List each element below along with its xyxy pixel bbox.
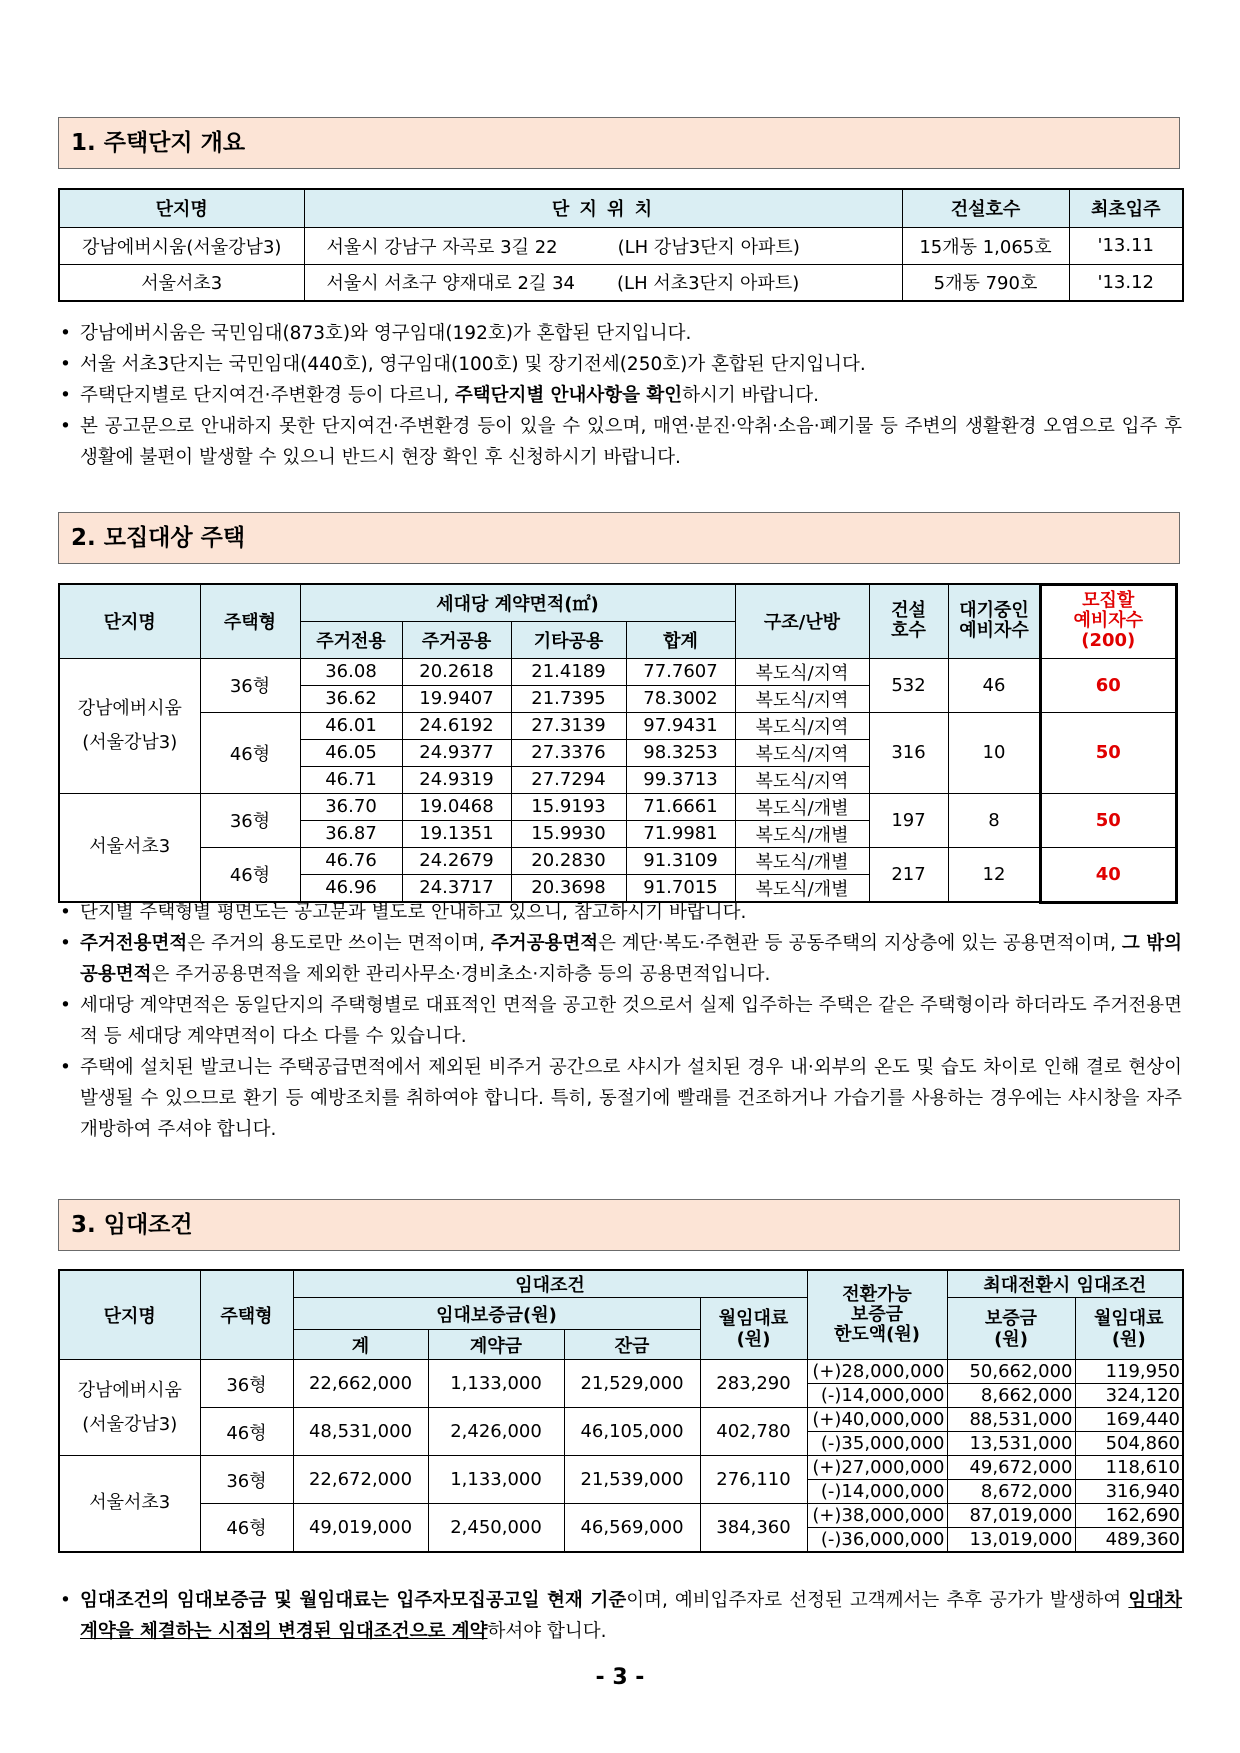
recruit-count: 40 — [1040, 847, 1177, 902]
area-value: 46.76 — [300, 847, 402, 874]
th-max-conversion: 최대전환시 임대조건 — [947, 1270, 1183, 1298]
waiting-count: 12 — [948, 847, 1040, 902]
max-monthly-rent: 118,610 — [1075, 1456, 1183, 1480]
th-area-total: 합계 — [626, 621, 735, 658]
max-monthly-rent: 162,690 — [1075, 1504, 1183, 1528]
th-area-exclusive: 주거전용 — [300, 621, 402, 658]
convertible-amount: (+)28,000,000 — [807, 1360, 947, 1384]
table-row — [59, 793, 1177, 820]
complex-name — [59, 1456, 200, 1552]
deposit-contract: 1,133,000 — [428, 1456, 564, 1504]
th-area-common: 주거공용 — [402, 621, 511, 658]
complex-name-line: 서울서초3 — [89, 836, 171, 857]
area-value: 46.01 — [300, 712, 402, 739]
monthly-rent: 283,290 — [700, 1360, 807, 1408]
structure-value: 복도식/지역 — [735, 739, 869, 766]
max-deposit: 13,019,000 — [947, 1528, 1075, 1552]
complex-name — [59, 658, 200, 793]
note-item: • 주택에 설치된 발코니는 주택공급면적에서 제외된 비주거 공간으로 샤시가 설치된 경우 내·외부의 온도 및 습도 차이로 인해 결로 현상이 발생될 수 있으므로 환기 등 예방조치를 취하여야 합니다. 특히, 동절기에 빨래를 건조하거나 가습기를 사용하는 경우에는 샤시창을 자주 개방하여 주셔야 합니다. — [58, 1052, 1182, 1145]
structure-value: 복도식/개별 — [735, 793, 869, 820]
complex-name-line: 서울서초3 — [89, 1492, 171, 1514]
complex-overview-table — [58, 188, 1184, 302]
housing-type: 46형 — [200, 1504, 293, 1552]
convertible-amount: (+)38,000,000 — [807, 1504, 947, 1528]
complex-name: 강남에버시움(서울강남3) — [59, 227, 304, 264]
recruit-column-highlight — [1039, 583, 1178, 904]
area-value: 91.3109 — [626, 847, 735, 874]
table-row — [59, 227, 1183, 264]
built-units: 217 — [869, 847, 948, 902]
built-units: 316 — [869, 712, 948, 793]
th-max-deposit: 보증금 (원) — [947, 1298, 1075, 1360]
complex-first-move: '13.12 — [1069, 264, 1183, 301]
convertible-amount: (+)27,000,000 — [807, 1456, 947, 1480]
convertible-amount: (-)14,000,000 — [807, 1384, 947, 1408]
deposit-balance: 46,569,000 — [564, 1504, 700, 1552]
area-value: 20.3698 — [511, 874, 626, 902]
deposit-total: 49,019,000 — [293, 1504, 428, 1552]
section-1-heading: 1. 주택단지 개요 — [58, 117, 1180, 169]
housing-type: 36형 — [200, 658, 300, 712]
th-waiting: 대기중인 예비자수 — [948, 584, 1040, 658]
max-monthly-rent: 324,120 — [1075, 1384, 1183, 1408]
area-value: 98.3253 — [626, 739, 735, 766]
area-value: 46.96 — [300, 874, 402, 902]
area-value: 71.6661 — [626, 793, 735, 820]
max-monthly-rent: 504,860 — [1075, 1432, 1183, 1456]
table-row — [59, 658, 1177, 685]
note-item: • 주택단지별로 단지여건·주변환경 등이 다르니, 주택단지별 안내사항을 확인하시기 바랍니다. — [58, 380, 1182, 411]
complex-units: 15개동 1,065호 — [902, 227, 1069, 264]
complex-location: 서울시 서초구 양재대로 2길 34 (LH 서초3단지 아파트) — [304, 264, 902, 301]
convertible-amount: (-)14,000,000 — [807, 1480, 947, 1504]
max-deposit: 8,662,000 — [947, 1384, 1075, 1408]
note-item: • 단지별 주택형별 평면도는 공고문과 별도로 안내하고 있으니, 참고하시기 바랍니다. — [58, 897, 1182, 928]
complex-location: 서울시 강남구 자곡로 3길 22 (LH 강남3단지 아파트) — [304, 227, 902, 264]
th-convertible: 전환가능 보증금 한도액(원) — [807, 1270, 947, 1360]
th-complex: 단지명 — [59, 189, 304, 227]
area-value: 27.3139 — [511, 712, 626, 739]
max-deposit: 13,531,000 — [947, 1432, 1075, 1456]
area-value: 24.2679 — [402, 847, 511, 874]
area-value: 99.3713 — [626, 766, 735, 793]
structure-value: 복도식/지역 — [735, 685, 869, 712]
deposit-total: 22,672,000 — [293, 1456, 428, 1504]
housing-type: 36형 — [200, 1360, 293, 1408]
th-built: 건설 호수 — [869, 584, 948, 658]
deposit-contract: 2,450,000 — [428, 1504, 564, 1552]
max-deposit: 8,672,000 — [947, 1480, 1075, 1504]
table-row — [59, 1456, 1183, 1480]
max-deposit: 88,531,000 — [947, 1408, 1075, 1432]
area-value: 20.2618 — [402, 658, 511, 685]
area-value: 19.0468 — [402, 793, 511, 820]
table-row — [59, 1360, 1183, 1384]
waiting-count: 8 — [948, 793, 1040, 847]
th-first-move: 최초입주 — [1069, 189, 1183, 227]
table-row — [59, 264, 1183, 301]
area-value: 36.87 — [300, 820, 402, 847]
structure-value: 복도식/개별 — [735, 874, 869, 902]
th-location: 단 지 위 치 — [304, 189, 902, 227]
recruit-count: 50 — [1040, 793, 1177, 847]
monthly-rent: 276,110 — [700, 1456, 807, 1504]
table-row — [59, 1408, 1183, 1432]
waiting-count: 46 — [948, 658, 1040, 712]
section-3-heading: 3. 임대조건 — [58, 1199, 1180, 1251]
deposit-total: 22,662,000 — [293, 1360, 428, 1408]
waiting-count: 10 — [948, 712, 1040, 793]
area-value: 91.7015 — [626, 874, 735, 902]
section-3-notes — [58, 1585, 1182, 1647]
deposit-contract: 2,426,000 — [428, 1408, 564, 1456]
th-structure: 구조/난방 — [735, 584, 869, 658]
area-value: 24.3717 — [402, 874, 511, 902]
th-max-monthly: 월임대료 (원) — [1075, 1298, 1183, 1360]
note-item: • 강남에버시움은 국민임대(873호)와 영구임대(192호)가 혼합된 단지입니다. — [58, 318, 1182, 349]
area-value: 36.08 — [300, 658, 402, 685]
th-deposit-contract: 계약금 — [428, 1330, 564, 1360]
th-complex: 단지명 — [59, 584, 200, 658]
area-value: 36.62 — [300, 685, 402, 712]
complex-name — [59, 1360, 200, 1456]
housing-type: 46형 — [200, 712, 300, 793]
deposit-total: 48,531,000 — [293, 1408, 428, 1456]
complex-first-move: '13.11 — [1069, 227, 1183, 264]
area-value: 71.9981 — [626, 820, 735, 847]
note-item: • 서울 서초3단지는 국민임대(440호), 영구임대(100호) 및 장기전세(250호)가 혼합된 단지입니다. — [58, 349, 1182, 380]
area-value: 20.2830 — [511, 847, 626, 874]
table-row — [59, 712, 1177, 739]
page-number: - 3 - — [595, 1665, 645, 1690]
th-recruit: 모집할 예비자수 (200) — [1040, 584, 1177, 658]
area-value: 21.4189 — [511, 658, 626, 685]
max-monthly-rent: 489,360 — [1075, 1528, 1183, 1552]
housing-type: 46형 — [200, 847, 300, 902]
section-2-notes — [58, 897, 1182, 1145]
note-item: • 임대조건의 임대보증금 및 월임대료는 입주자모집공고일 현재 기준이며, 예비입주자로 선정된 고객께서는 추후 공가가 발생하여 임대차계약을 체결하는 시점의 변경된 임대조건으로 계약하셔야 합니다. — [58, 1585, 1182, 1647]
area-value: 27.3376 — [511, 739, 626, 766]
max-deposit: 50,662,000 — [947, 1360, 1075, 1384]
complex-name — [59, 793, 200, 902]
max-deposit: 87,019,000 — [947, 1504, 1075, 1528]
note-item: • 본 공고문으로 안내하지 못한 단지여건·주변환경 등이 있을 수 있으며, 매연·분진·악취·소음·폐기물 등 주변의 생활환경 오염으로 입주 후 생활에 불편이 발생할 수 있으니 반드시 현장 확인 후 신청하시기 바랍니다. — [58, 411, 1182, 473]
area-value: 15.9930 — [511, 820, 626, 847]
area-value: 24.6192 — [402, 712, 511, 739]
recruitment-housing-table — [58, 583, 1178, 903]
area-value: 24.9319 — [402, 766, 511, 793]
structure-value: 복도식/개별 — [735, 847, 869, 874]
complex-name: 서울서초3 — [59, 264, 304, 301]
convertible-amount: (-)35,000,000 — [807, 1432, 947, 1456]
structure-value: 복도식/개별 — [735, 820, 869, 847]
deposit-balance: 46,105,000 — [564, 1408, 700, 1456]
built-units: 197 — [869, 793, 948, 847]
deposit-balance: 21,539,000 — [564, 1456, 700, 1504]
th-deposit-balance: 잔금 — [564, 1330, 700, 1360]
monthly-rent: 384,360 — [700, 1504, 807, 1552]
area-value: 46.71 — [300, 766, 402, 793]
max-monthly-rent: 316,940 — [1075, 1480, 1183, 1504]
th-area-other: 기타공용 — [511, 621, 626, 658]
max-deposit: 49,672,000 — [947, 1456, 1075, 1480]
table-row — [59, 1504, 1183, 1528]
housing-type: 36형 — [200, 793, 300, 847]
area-value: 78.3002 — [626, 685, 735, 712]
th-type: 주택형 — [200, 1270, 293, 1360]
th-units: 건설호수 — [902, 189, 1069, 227]
area-value: 24.9377 — [402, 739, 511, 766]
table-row — [59, 847, 1177, 874]
max-monthly-rent: 119,950 — [1075, 1360, 1183, 1384]
area-value: 46.05 — [300, 739, 402, 766]
area-value: 77.7607 — [626, 658, 735, 685]
note-item: • 세대당 계약면적은 동일단지의 주택형별로 대표적인 면적을 공고한 것으로서 실제 입주하는 주택은 같은 주택형이라 하더라도 주거전용면적 등 세대당 계약면적이 다소 다를 수 있습니다. — [58, 990, 1182, 1052]
structure-value: 복도식/지역 — [735, 766, 869, 793]
complex-name-sub: (서울강남3) — [82, 731, 178, 753]
deposit-balance: 21,529,000 — [564, 1360, 700, 1408]
th-deposit-total: 계 — [293, 1330, 428, 1360]
area-value: 19.9407 — [402, 685, 511, 712]
structure-value: 복도식/지역 — [735, 658, 869, 685]
th-monthly-rent: 월임대료 (원) — [700, 1298, 807, 1360]
convertible-amount: (+)40,000,000 — [807, 1408, 947, 1432]
th-rental-cond: 임대조건 — [293, 1270, 807, 1298]
recruit-count: 60 — [1040, 658, 1177, 712]
note-item: • 주거전용면적은 주거의 용도로만 쓰이는 면적이며, 주거공용면적은 계단·복도·주현관 등 공동주택의 지상층에 있는 공용면적이며, 그 밖의 공용면적은 주거공용면적을 제외한 관리사무소·경비초소·지하층 등의 공용면적입니다. — [58, 928, 1182, 990]
housing-type: 36형 — [200, 1456, 293, 1504]
th-complex: 단지명 — [59, 1270, 200, 1360]
area-value: 97.9431 — [626, 712, 735, 739]
section-2-heading: 2. 모집대상 주택 — [58, 512, 1180, 564]
structure-value: 복도식/지역 — [735, 712, 869, 739]
th-area: 세대당 계약면적(㎡) — [300, 584, 735, 621]
section-1-notes — [58, 318, 1182, 473]
convertible-amount: (-)36,000,000 — [807, 1528, 947, 1552]
area-value: 19.1351 — [402, 820, 511, 847]
deposit-contract: 1,133,000 — [428, 1360, 564, 1408]
area-value: 21.7395 — [511, 685, 626, 712]
rental-conditions-table — [58, 1269, 1184, 1553]
complex-units: 5개동 790호 — [902, 264, 1069, 301]
area-value: 27.7294 — [511, 766, 626, 793]
complex-name-line: 강남에버시움 — [77, 1379, 182, 1401]
recruit-count: 50 — [1040, 712, 1177, 793]
complex-name-sub: (서울강남3) — [82, 1413, 178, 1435]
complex-name-line: 강남에버시움 — [77, 697, 182, 719]
th-type: 주택형 — [200, 584, 300, 658]
monthly-rent: 402,780 — [700, 1408, 807, 1456]
area-value: 15.9193 — [511, 793, 626, 820]
built-units: 532 — [869, 658, 948, 712]
max-monthly-rent: 169,440 — [1075, 1408, 1183, 1432]
housing-type: 46형 — [200, 1408, 293, 1456]
th-deposit: 임대보증금(원) — [293, 1298, 700, 1330]
area-value: 36.70 — [300, 793, 402, 820]
